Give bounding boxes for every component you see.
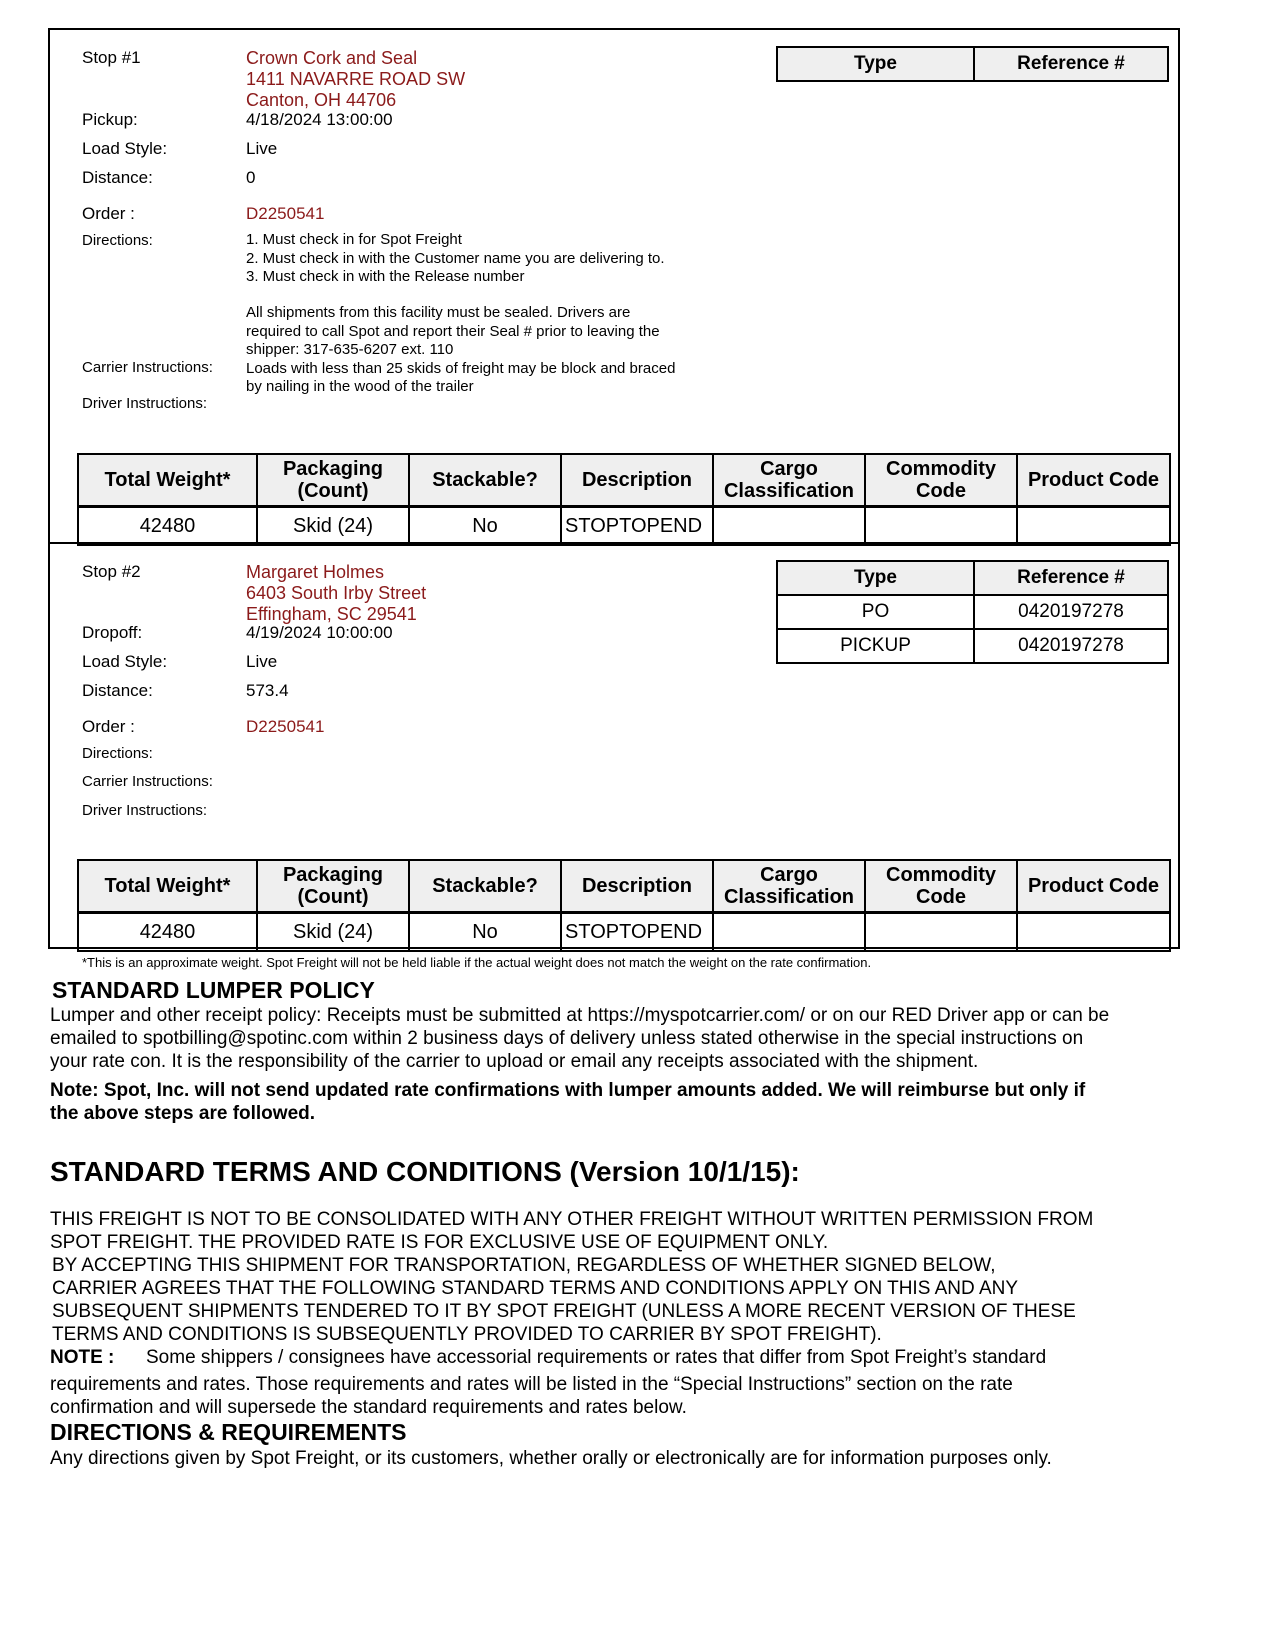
instruction-line: required to call Spot and report their Seal # prior to leaving the [246, 322, 660, 340]
stop1-driver-instructions-label: Driver Instructions: [82, 395, 208, 412]
product-code-cell [1017, 913, 1170, 952]
stop2-company: Margaret Holmes [246, 562, 385, 582]
stop2-label: Stop #2 [82, 562, 141, 581]
stop1-label: Stop #1 [82, 48, 141, 67]
stop1-directions-label: Directions: [82, 232, 153, 249]
terms-line: TERMS AND CONDITIONS IS SUBSEQUENTLY PROVIDED TO CARRIER BY SPOT FREIGHT). [52, 1324, 882, 1345]
description-header: Description [561, 860, 713, 913]
stop1-reference-table [776, 46, 1169, 82]
stop2-load-style-label: Load Style: [82, 652, 168, 671]
terms-line: confirmation and will supersede the standard requirements and rates below. [50, 1397, 687, 1418]
terms-note-rest [50, 1373, 1013, 1419]
ref-type-cell: PO [777, 595, 974, 629]
lumper-line: Lumper and other receipt policy: Receipts must be submitted at https://myspotcarrier.com/ or on our RED Driver app or can be [50, 1005, 1110, 1026]
stop2-distance: 573.4 [246, 681, 289, 700]
stop2-distance-label: Distance: [82, 681, 153, 700]
stop1-distance: 0 [246, 168, 256, 187]
stop1-carrier-instructions-label: Carrier Instructions: [82, 359, 213, 376]
lumper-policy-heading: STANDARD LUMPER POLICY [52, 977, 375, 1003]
terms-paragraph-2 [52, 1254, 1076, 1346]
cargo-classification-header: Cargo Classification [713, 454, 865, 507]
stop1-distance-label: Distance: [82, 168, 153, 187]
stop1-company: Crown Cork and Seal [246, 48, 418, 68]
stop1-directions [246, 231, 766, 287]
terms-line: CARRIER AGREES THAT THE FOLLOWING STANDARD TERMS AND CONDITIONS APPLY ON THIS AND ANY [52, 1278, 1019, 1299]
directions-requirements-heading: DIRECTIONS & REQUIREMENTS [50, 1419, 407, 1445]
packaging-header: Packaging (Count) [257, 860, 409, 913]
instruction-line: by nailing in the wood of the trailer [246, 378, 474, 395]
commodity-code-cell [865, 913, 1017, 952]
stop1-order: D2250541 [246, 204, 325, 223]
description-cell: STOPTOPEND [561, 507, 713, 546]
stop2-order: D2250541 [246, 717, 325, 736]
stop2-carrier-instructions-label: Carrier Instructions: [82, 773, 213, 790]
cargo-classification-cell [713, 913, 865, 952]
lumper-note-line: Note: Spot, Inc. will not send updated rate confirmations with lumper amounts added. We will reimburse but only if [50, 1080, 1086, 1101]
stop2-order-label: Order : [82, 717, 135, 736]
terms-line: SPOT FREIGHT. THE PROVIDED RATE IS FOR EXCLUSIVE USE OF EQUIPMENT ONLY. [50, 1232, 829, 1253]
stop2-reference-table [776, 560, 1169, 664]
weight-disclaimer: *This is an approximate weight. Spot Freight will not be held liable if the actual weight does not match the weight on the rate confirmation. [82, 955, 872, 970]
total-weight-cell: 42480 [78, 507, 257, 546]
stop1-time-label: Pickup: [82, 110, 138, 129]
stop2-load-style: Live [246, 652, 278, 671]
stop2-time-value: 4/19/2024 10:00:00 [246, 623, 393, 642]
ref-type-cell: PICKUP [777, 629, 974, 663]
lumper-policy-text [50, 1004, 1109, 1073]
stop1-carrier-instructions [246, 304, 766, 397]
stop1-order-label: Order : [82, 204, 135, 223]
instruction-line: Loads with less than 25 skids of freight may be block and braced [246, 359, 676, 377]
total-weight-header: Total Weight* [78, 860, 257, 913]
product-code-header: Product Code [1017, 860, 1170, 913]
terms-line: BY ACCEPTING THIS SHIPMENT FOR TRANSPORTATION, REGARDLESS OF WHETHER SIGNED BELOW, [52, 1255, 996, 1276]
total-weight-cell: 42480 [78, 913, 257, 952]
terms-line: requirements and rates. Those requirements and rates will be listed in the “Special Instructions” section on the rate [50, 1374, 1013, 1395]
packaging-cell: Skid (24) [257, 913, 409, 952]
stop1-cargo-table [77, 453, 1171, 546]
lumper-line: emailed to spotbilling@spotinc.com within 2 business days of delivery unless stated otherwise in the special instructions on [50, 1028, 1084, 1049]
stackable-header: Stackable? [409, 860, 561, 913]
stop2-driver-instructions-label: Driver Instructions: [82, 802, 208, 819]
ref-number-cell: 0420197278 [974, 629, 1168, 663]
terms-heading: STANDARD TERMS AND CONDITIONS (Version 10/1/15): [50, 1156, 800, 1187]
ref-type-header: Type [777, 561, 974, 595]
terms-paragraph-1 [50, 1208, 1093, 1254]
terms-note-label: NOTE : [50, 1347, 115, 1368]
cargo-classification-header: Cargo Classification [713, 860, 865, 913]
packaging-cell: Skid (24) [257, 507, 409, 546]
table-row [78, 507, 1170, 546]
stop1-address2: Canton, OH 44706 [246, 90, 397, 110]
stop2-cargo-table [77, 859, 1171, 952]
stop1-time-value: 4/18/2024 13:00:00 [246, 110, 393, 129]
lumper-line: your rate con. It is the responsibility of the carrier to upload or email any receipts associated with the shipment. [50, 1051, 979, 1072]
ref-number-cell: 0420197278 [974, 595, 1168, 629]
description-header: Description [561, 454, 713, 507]
description-cell: STOPTOPEND [561, 913, 713, 952]
stop1-load-style: Live [246, 139, 278, 158]
direction-line: 3. Must check in with the Release number [246, 268, 525, 285]
total-weight-header: Total Weight* [78, 454, 257, 507]
stackable-cell: No [409, 507, 561, 546]
cargo-classification-cell [713, 507, 865, 546]
lumper-note [50, 1079, 1085, 1125]
terms-note-text: Some shippers / consignees have accessorial requirements or rates that differ from Spot Freight’s standard [146, 1347, 1047, 1368]
table-row [777, 595, 1168, 629]
stop2-directions-label: Directions: [82, 745, 153, 762]
stop2-time-label: Dropoff: [82, 623, 143, 642]
ref-number-header: Reference # [974, 47, 1168, 81]
instruction-line: shipper: 317-635-6207 ext. 110 [246, 341, 454, 358]
table-row [777, 629, 1168, 663]
commodity-code-header: Commodity Code [865, 860, 1017, 913]
direction-line: 1. Must check in for Spot Freight [246, 231, 462, 248]
commodity-code-cell [865, 507, 1017, 546]
stop2-address2: Effingham, SC 29541 [246, 604, 417, 624]
product-code-cell [1017, 507, 1170, 546]
table-row [78, 913, 1170, 952]
product-code-header: Product Code [1017, 454, 1170, 507]
lumper-note-line: the above steps are followed. [50, 1103, 316, 1124]
stackable-header: Stackable? [409, 454, 561, 507]
directions-requirements-text: Any directions given by Spot Freight, or its customers, whether orally or electronically are for information purposes only. [50, 1448, 1052, 1469]
commodity-code-header: Commodity Code [865, 454, 1017, 507]
ref-type-header: Type [777, 47, 974, 81]
stop1-address1: 1411 NAVARRE ROAD SW [246, 69, 466, 89]
stop1-load-style-label: Load Style: [82, 139, 168, 158]
terms-line: THIS FREIGHT IS NOT TO BE CONSOLIDATED WITH ANY OTHER FREIGHT WITHOUT WRITTEN PERMISSION FROM [50, 1209, 1094, 1230]
stackable-cell: No [409, 913, 561, 952]
terms-line: SUBSEQUENT SHIPMENTS TENDERED TO IT BY SPOT FREIGHT (UNLESS A MORE RECENT VERSION OF THESE [52, 1301, 1076, 1322]
terms-note-first [50, 1346, 1046, 1369]
ref-number-header: Reference # [974, 561, 1168, 595]
stop2-address1: 6403 South Irby Street [246, 583, 427, 603]
direction-line: 2. Must check in with the Customer name you are delivering to. [246, 249, 665, 267]
instruction-line: All shipments from this facility must be sealed. Drivers are [246, 304, 631, 321]
packaging-header: Packaging (Count) [257, 454, 409, 507]
